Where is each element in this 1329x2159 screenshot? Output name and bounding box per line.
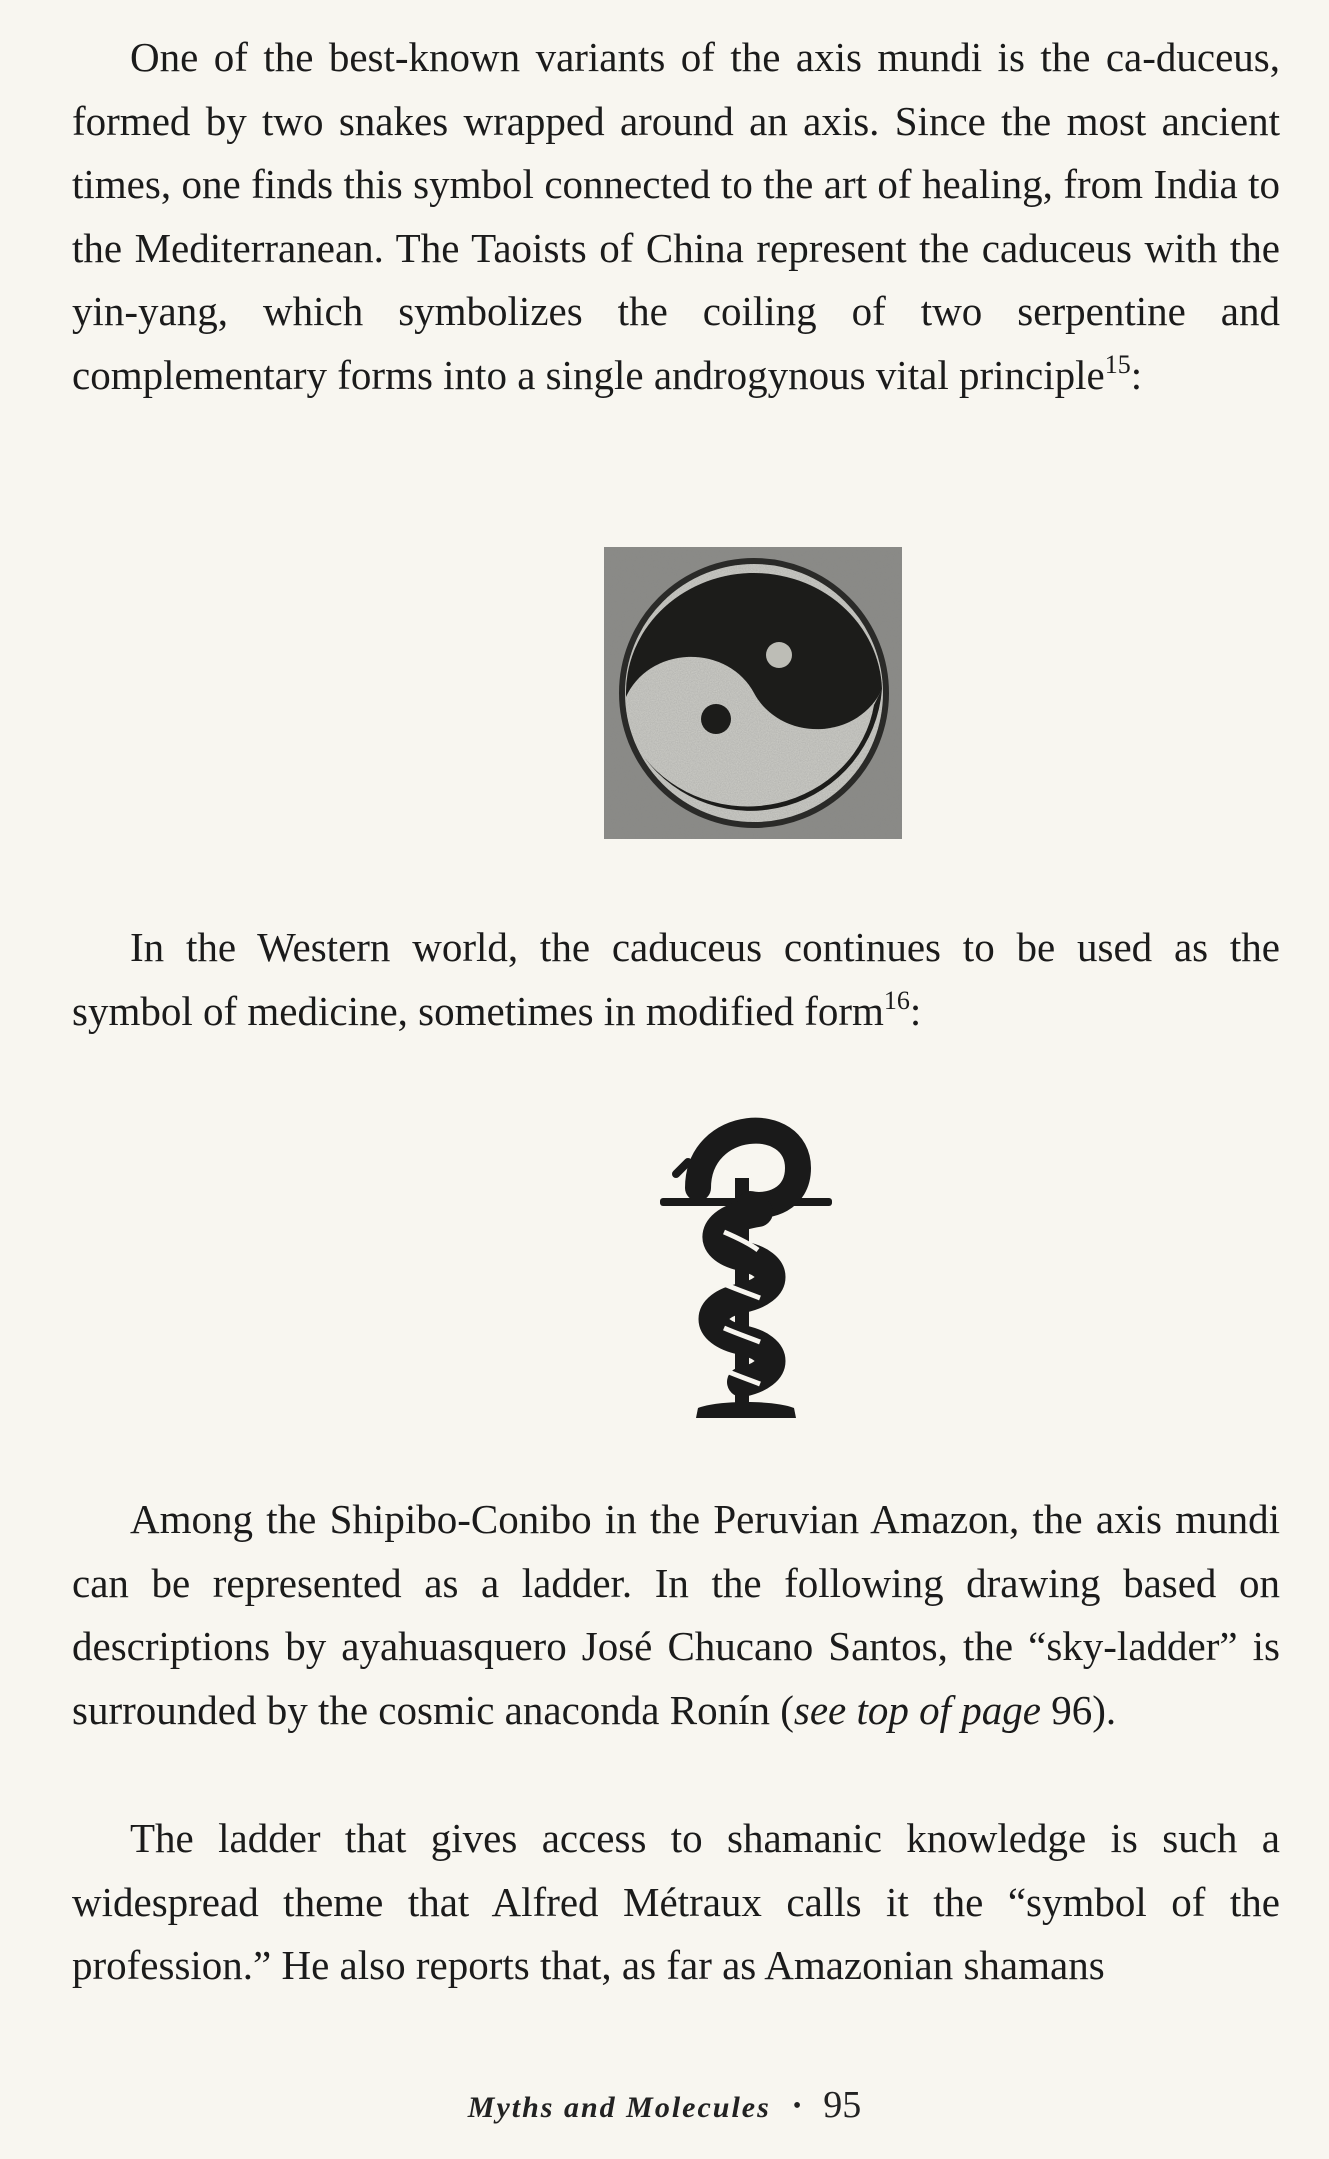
paragraph-ladder-profession — [72, 1807, 1280, 1998]
paragraph-text: In the Western world, the caduceus continues to be used as the symbol of medicine, sometimes in modified form — [72, 924, 1280, 1034]
page-footer — [0, 2083, 1329, 2143]
paragraph-caduceus-intro — [72, 26, 1280, 407]
paragraph-text: Among the Shipibo-Conibo in the Peruvian Amazon, the axis mundi can be represented as a ladder. In the following drawing based on descriptions by ayahuasquero José Chucano Santos, the “sky-ladder” is surrounded by the cosmic anaconda Ronín ( — [72, 1496, 1280, 1733]
paragraph-shipibo-ladder — [72, 1488, 1280, 1742]
cross-reference: see top of page — [793, 1686, 1041, 1733]
footer-separator: • — [792, 2093, 802, 2119]
footnote-marker: 16 — [883, 985, 910, 1015]
yin-yang-figure — [604, 547, 902, 839]
yin-yang-icon — [604, 547, 902, 839]
paragraph-end: ). — [1092, 1686, 1117, 1733]
paragraph-end: : — [1130, 351, 1143, 398]
cross-reference-page: 96 — [1040, 1686, 1093, 1733]
page-number: 95 — [823, 2084, 862, 2126]
paragraph-western-caduceus — [72, 916, 1280, 1043]
footnote-marker: 15 — [1104, 349, 1131, 379]
paragraph-text: One of the best-known variants of the axis mundi is the ca-duceus, formed by two snakes wrapped around an axis. Since the most ancient times, one finds this symbol connected to the art of healing, from India to the Mediterranean. The Taoists of China represent the caduceus with the yin-yang, which symbolizes the coiling of two serpentine and complementary forms into a single androgynous vital principle — [72, 34, 1280, 398]
caduceus-icon — [658, 1108, 834, 1430]
paragraph-end: : — [909, 987, 922, 1034]
book-page — [72, 0, 1280, 2159]
running-title: Myths and Molecules — [467, 2091, 771, 2124]
paragraph-text: The ladder that gives access to shamanic knowledge is such a widespread theme that Alfred Métraux calls it the “symbol of the profession.” He also reports that, as far as Amazonian shamans — [72, 1815, 1280, 1988]
caduceus-figure — [658, 1108, 834, 1430]
